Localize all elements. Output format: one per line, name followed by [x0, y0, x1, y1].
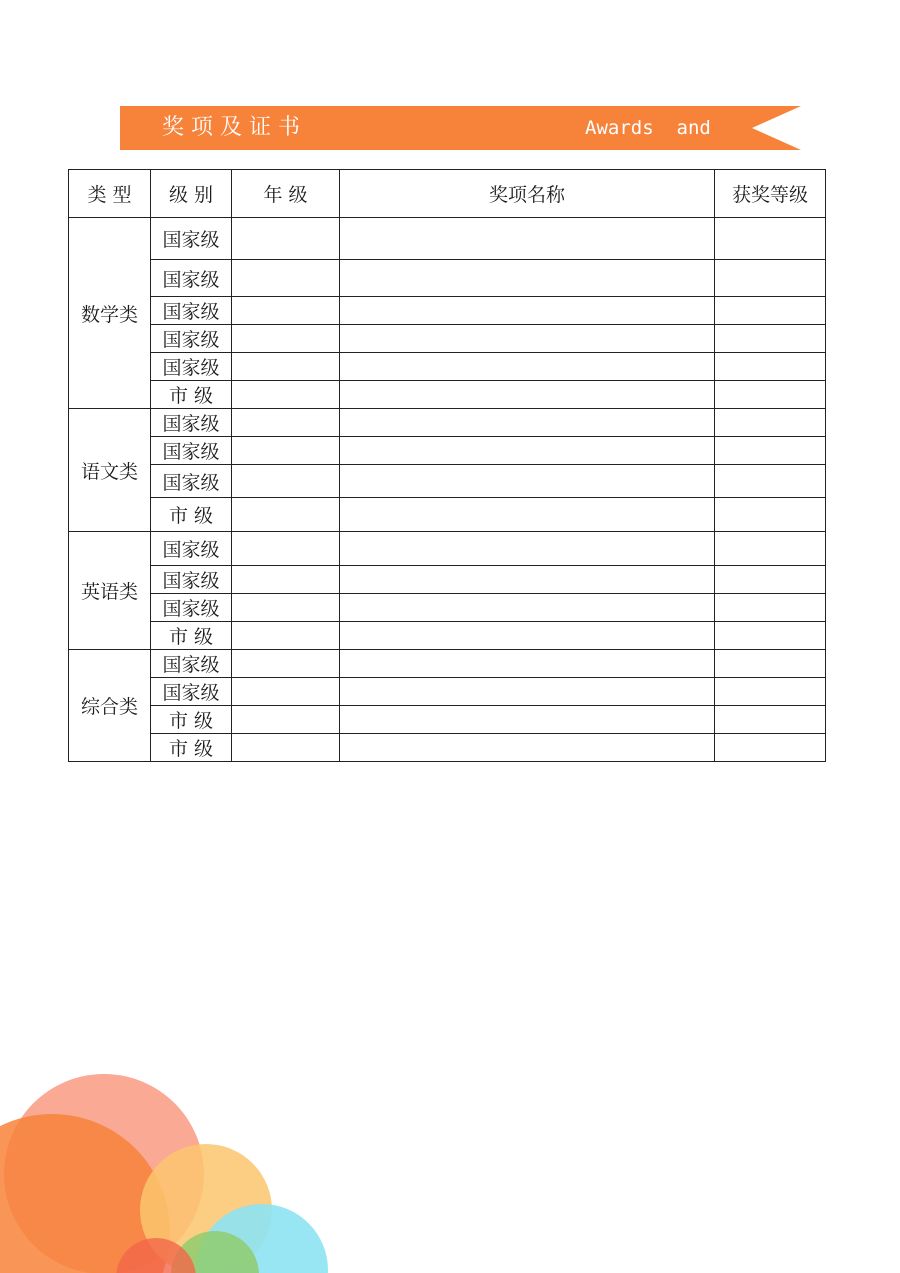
level-cell: 国家级 [151, 465, 232, 498]
level-cell: 市 级 [151, 498, 232, 532]
header-grade: 年 级 [232, 170, 340, 218]
banner-title: 奖项及证书 [162, 115, 308, 140]
award-name-cell[interactable] [340, 566, 715, 594]
award-name-cell[interactable] [340, 297, 715, 325]
award-name-cell[interactable] [340, 381, 715, 409]
decorative-circles [0, 1060, 340, 1273]
grade-cell[interactable] [232, 706, 340, 734]
grade-cell[interactable] [232, 566, 340, 594]
table-row [69, 465, 826, 498]
award-rank-cell[interactable] [715, 409, 826, 437]
table-row [69, 622, 826, 650]
grade-cell[interactable] [232, 498, 340, 532]
grade-cell[interactable] [232, 594, 340, 622]
level-cell: 国家级 [151, 532, 232, 566]
table-row [69, 437, 826, 465]
category-cell-chinese: 语文类 [69, 409, 151, 532]
grade-cell[interactable] [232, 734, 340, 762]
table-row [69, 706, 826, 734]
award-name-cell[interactable] [340, 353, 715, 381]
table-row [69, 260, 826, 297]
grade-cell[interactable] [232, 465, 340, 498]
award-rank-cell[interactable] [715, 353, 826, 381]
header-award-name: 奖项名称 [340, 170, 715, 218]
header-award-rank: 获奖等级 [715, 170, 826, 218]
level-cell: 市 级 [151, 622, 232, 650]
level-cell: 国家级 [151, 566, 232, 594]
award-name-cell[interactable] [340, 622, 715, 650]
header-type: 类 型 [69, 170, 151, 218]
award-name-cell[interactable] [340, 532, 715, 566]
level-cell: 国家级 [151, 594, 232, 622]
table-row [69, 734, 826, 762]
award-name-cell[interactable] [340, 650, 715, 678]
award-rank-cell[interactable] [715, 297, 826, 325]
table-row [69, 678, 826, 706]
award-name-cell[interactable] [340, 734, 715, 762]
level-cell: 市 级 [151, 381, 232, 409]
table-row [69, 297, 826, 325]
grade-cell[interactable] [232, 532, 340, 566]
award-name-cell[interactable] [340, 218, 715, 260]
header-level: 级 别 [151, 170, 232, 218]
award-rank-cell[interactable] [715, 381, 826, 409]
award-rank-cell[interactable] [715, 650, 826, 678]
grade-cell[interactable] [232, 353, 340, 381]
table-row [69, 409, 826, 437]
table-row [69, 532, 826, 566]
category-cell-general: 综合类 [69, 650, 151, 762]
award-rank-cell[interactable] [715, 706, 826, 734]
award-name-cell[interactable] [340, 409, 715, 437]
table-row [69, 381, 826, 409]
award-rank-cell[interactable] [715, 260, 826, 297]
award-rank-cell[interactable] [715, 532, 826, 566]
grade-cell[interactable] [232, 381, 340, 409]
award-rank-cell[interactable] [715, 498, 826, 532]
awards-table [68, 169, 826, 762]
level-cell: 国家级 [151, 409, 232, 437]
award-rank-cell[interactable] [715, 678, 826, 706]
award-name-cell[interactable] [340, 678, 715, 706]
level-cell: 国家级 [151, 325, 232, 353]
section-banner [120, 106, 801, 150]
award-name-cell[interactable] [340, 437, 715, 465]
award-rank-cell[interactable] [715, 437, 826, 465]
table-row [69, 650, 826, 678]
banner-subtitle: Awards and [585, 117, 711, 139]
category-cell-english: 英语类 [69, 532, 151, 650]
award-name-cell[interactable] [340, 498, 715, 532]
grade-cell[interactable] [232, 622, 340, 650]
grade-cell[interactable] [232, 297, 340, 325]
grade-cell[interactable] [232, 260, 340, 297]
grade-cell[interactable] [232, 678, 340, 706]
table-row [69, 218, 826, 260]
award-rank-cell[interactable] [715, 218, 826, 260]
award-rank-cell[interactable] [715, 465, 826, 498]
table-row [69, 353, 826, 381]
level-cell: 国家级 [151, 297, 232, 325]
category-cell-math: 数学类 [69, 218, 151, 409]
level-cell: 国家级 [151, 678, 232, 706]
grade-cell[interactable] [232, 409, 340, 437]
award-rank-cell[interactable] [715, 566, 826, 594]
level-cell: 国家级 [151, 260, 232, 297]
award-rank-cell[interactable] [715, 594, 826, 622]
award-name-cell[interactable] [340, 706, 715, 734]
table-row [69, 498, 826, 532]
award-name-cell[interactable] [340, 594, 715, 622]
level-cell: 国家级 [151, 353, 232, 381]
table-row [69, 325, 826, 353]
level-cell: 国家级 [151, 650, 232, 678]
grade-cell[interactable] [232, 325, 340, 353]
award-name-cell[interactable] [340, 260, 715, 297]
table-header-row [69, 170, 826, 218]
grade-cell[interactable] [232, 218, 340, 260]
level-cell: 市 级 [151, 706, 232, 734]
table-row [69, 594, 826, 622]
level-cell: 市 级 [151, 734, 232, 762]
award-rank-cell[interactable] [715, 622, 826, 650]
grade-cell[interactable] [232, 650, 340, 678]
level-cell: 国家级 [151, 218, 232, 260]
award-name-cell[interactable] [340, 325, 715, 353]
grade-cell[interactable] [232, 437, 340, 465]
table-row [69, 566, 826, 594]
award-rank-cell[interactable] [715, 325, 826, 353]
level-cell: 国家级 [151, 437, 232, 465]
award-name-cell[interactable] [340, 465, 715, 498]
award-rank-cell[interactable] [715, 734, 826, 762]
